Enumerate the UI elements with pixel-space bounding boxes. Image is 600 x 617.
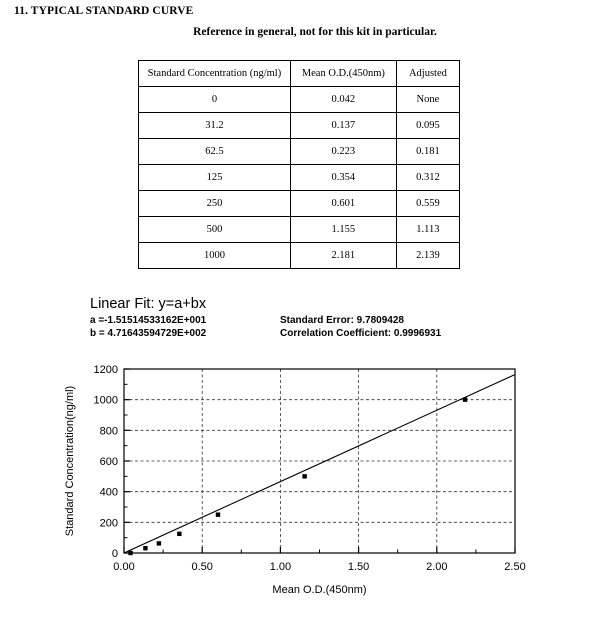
- column-header-concentration: Standard Concentration (ng/ml): [139, 61, 291, 87]
- standard-curve-table: [138, 60, 460, 269]
- x-axis-tick-label: 0.50: [191, 561, 213, 573]
- regression-line: [124, 375, 515, 553]
- cell-concentration: 1000: [139, 243, 291, 269]
- table-header-row: [139, 61, 460, 87]
- data-point: [128, 551, 132, 555]
- data-point: [177, 532, 181, 536]
- cell-mean-od: 0.042: [290, 87, 396, 113]
- y-axis-tick-label: 0: [111, 548, 118, 560]
- table-row: [139, 139, 460, 165]
- y-axis-tick-label: 600: [99, 456, 118, 468]
- cell-concentration: 62.5: [139, 139, 291, 165]
- cell-concentration: 500: [139, 217, 291, 243]
- y-axis-tick-label: 400: [99, 486, 118, 499]
- fit-row-b: [90, 328, 510, 341]
- cell-adjusted: 0.312: [396, 165, 459, 191]
- cell-adjusted: 2.139: [396, 243, 459, 269]
- cell-concentration: 250: [139, 191, 291, 217]
- cell-mean-od: 0.137: [290, 113, 396, 139]
- y-axis-title: Standard Concentration(ng/ml): [64, 385, 76, 537]
- cell-adjusted: 0.095: [396, 113, 459, 139]
- y-axis-tick-label: 1000: [93, 394, 118, 407]
- cell-concentration: 0: [139, 87, 291, 113]
- data-point: [143, 546, 147, 550]
- x-axis-tick-label: 1.50: [347, 561, 370, 573]
- cell-mean-od: 0.354: [290, 165, 396, 191]
- y-axis-tick-label: 200: [99, 517, 118, 530]
- standard-curve-chart: [55, 355, 575, 605]
- linear-fit-block: [90, 296, 510, 341]
- y-axis-tick-label: 800: [99, 425, 118, 438]
- x-axis-tick-label: 1.00: [269, 561, 292, 573]
- x-axis-tick-label: 2.50: [504, 561, 526, 573]
- x-axis-tick-label: 2.00: [426, 561, 448, 573]
- data-point: [216, 512, 220, 516]
- table-row: [139, 191, 460, 217]
- cell-mean-od: 1.155: [290, 217, 396, 243]
- data-point: [463, 397, 467, 401]
- y-axis-tick-label: 1200: [93, 364, 118, 376]
- table-row: [139, 87, 460, 113]
- column-header-adjusted: Adjusted: [396, 61, 459, 87]
- cell-mean-od: 0.601: [290, 191, 396, 217]
- cell-concentration: 125: [139, 165, 291, 191]
- page-title: 11. TYPICAL STANDARD CURVE: [14, 5, 194, 17]
- cell-adjusted: 0.181: [396, 139, 459, 165]
- column-header-mean-od: Mean O.D.(450nm): [290, 61, 396, 87]
- fit-row-a: [90, 315, 510, 328]
- x-axis-title: Mean O.D.(450nm): [272, 584, 367, 596]
- cell-concentration: 31.2: [139, 113, 291, 139]
- cell-mean-od: 0.223: [290, 139, 396, 165]
- table-row: [139, 165, 460, 191]
- reference-note: Reference in general, not for this kit in particular.: [193, 26, 437, 38]
- cell-mean-od: 2.181: [290, 243, 396, 269]
- data-point: [157, 541, 161, 545]
- cell-adjusted: 0.559: [396, 191, 459, 217]
- fit-correlation-coefficient: Correlation Coefficient: 0.9996931: [280, 328, 442, 339]
- table-row: [139, 217, 460, 243]
- table-row: [139, 113, 460, 139]
- data-point: [302, 474, 306, 478]
- linear-fit-heading: Linear Fit: y=a+bx: [90, 296, 207, 312]
- cell-adjusted: 1.113: [396, 217, 459, 243]
- fit-coefficient-b: b = 4.71643594729E+002: [90, 328, 207, 339]
- fit-standard-error: Standard Error: 9.7809428: [280, 315, 404, 326]
- fit-coefficient-a: a =-1.51514533162E+001: [90, 315, 207, 326]
- cell-adjusted: None: [396, 87, 459, 113]
- table-row: [139, 243, 460, 269]
- x-axis-tick-label: 0.00: [113, 561, 135, 573]
